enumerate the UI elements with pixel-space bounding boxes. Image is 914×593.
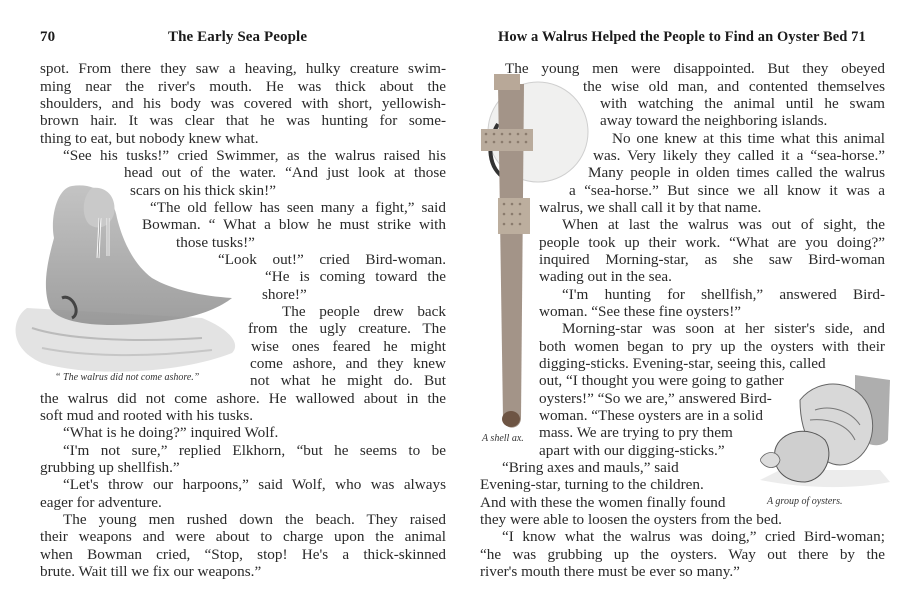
text-line: soft mud and rooted with his tusks. [40, 407, 254, 424]
text-line: river's mouth there must be ever so many.” [480, 563, 740, 580]
text-line: ming near the river's mouth. He was thick about the [40, 78, 446, 95]
text-line: oysters!” “So we are,” answered Bird- [539, 390, 772, 407]
text-line: And with these the women finally found [480, 494, 726, 511]
text-line: wading out in the sea. [539, 268, 672, 285]
text-line: was. Very likely they called it a “sea-horse.” [593, 147, 885, 164]
text-line: from the ugly creature. The [248, 320, 446, 337]
text-line: shoulders, and his body was covered with short, yellowish- [40, 95, 446, 112]
text-line: both women began to pry up the oysters with their [539, 338, 885, 355]
text-line: grubbing up shellfish.” [40, 459, 180, 476]
text-line: out, “I thought you were going to gather [539, 372, 784, 389]
text-line: eager for adventure. [40, 494, 162, 511]
text-line: “Bring axes and mauls,” said [502, 459, 679, 476]
text-line: shore!” [262, 286, 307, 303]
text-line: “He is coming toward the [265, 268, 446, 285]
running-head-right: How a Walrus Helped the People to Find an Oyster Bed 71 [498, 29, 866, 45]
text-line: walrus, we shall call it by that name. [539, 199, 762, 216]
text-line: mass. We are trying to pry them [539, 424, 733, 441]
text-line: wise ones feared he might [251, 338, 446, 355]
text-line: the walrus did not come ashore. He wallowed about in the [40, 390, 446, 407]
text-line: come ashore, and they knew [250, 355, 446, 372]
text-line: Bowman. “ What a blow he must strike with [142, 216, 446, 233]
running-head-left: The Early Sea People [168, 29, 308, 45]
text-line: “The old fellow has seen many a fight,” said [150, 199, 446, 216]
text-line: woman. “These oysters are in a solid [539, 407, 763, 424]
walrus-caption: “ The walrus did not come ashore.” [55, 372, 200, 383]
text-line: “See his tusks!” cried Swimmer, as the walrus raised his [63, 147, 446, 164]
right-page [460, 0, 914, 593]
text-line: brown hair. It was clear that he was hunting for some- [40, 112, 446, 129]
text-line: “I know what the walrus was doing,” cried Bird-woman; [502, 528, 885, 545]
text-line: a “sea-horse.” But since we all know it was a [569, 182, 885, 199]
text-line: inquired Morning-star, as she saw Bird-woman [539, 251, 885, 268]
text-line: When at last the walrus was out of sight, the [562, 216, 885, 233]
text-line: their weapons and were about to charge upon the animal [40, 528, 446, 545]
shell-ax-caption: A shell ax. [482, 433, 524, 444]
text-line: scars on his thick skin!” [130, 182, 276, 199]
text-line: “What is he doing?” inquired Wolf. [63, 424, 279, 441]
page-number-left: 70 [40, 29, 56, 45]
text-line: when Bowman cried, “Stop, stop! He's a thick-skinned [40, 546, 446, 563]
text-line: Evening-star, turning to the children. [480, 476, 704, 493]
text-line: away toward the neighboring islands. [600, 112, 828, 129]
text-line: apart with our digging-sticks.” [539, 442, 725, 459]
text-line: “I'm not sure,” replied Elkhorn, “but he seems to be [63, 442, 446, 459]
text-line: they were able to loosen the oysters from the bed. [480, 511, 782, 528]
text-line: The young men were disappointed. But they obeyed [505, 60, 885, 77]
text-line: spot. From there they saw a heaving, hulky creature swim- [40, 60, 446, 77]
oysters-caption: A group of oysters. [767, 496, 843, 507]
text-line: “he was grubbing up the oysters. Way out there by the [480, 546, 885, 563]
text-line: “I'm hunting for shellfish,” answered Bird- [562, 286, 885, 303]
text-line: people took up their work. “What are you doing?” [539, 234, 885, 251]
text-line: The people drew back [282, 303, 446, 320]
text-line: “Look out!” cried Bird-woman. [218, 251, 446, 268]
text-line: “Let's throw our harpoons,” said Wolf, who was always [63, 476, 446, 493]
text-line: Many people in olden times called the walrus [588, 164, 885, 181]
text-line: those tusks!” [176, 234, 255, 251]
text-line: No one knew at this time what this animal [612, 130, 885, 147]
text-line: digging-sticks. Evening-star, seeing this, called [539, 355, 826, 372]
text-line: with watching the animal until he swam [600, 95, 885, 112]
text-line: The young men rushed down the beach. They raised [63, 511, 446, 528]
text-line: brute. Wait till we fix our weapons.” [40, 563, 262, 580]
text-line: Morning-star was soon at her sister's side, and [562, 320, 885, 337]
text-line: thing to eat, but nobody knew what. [40, 130, 259, 147]
text-line: head out of the water. “And just look at those [124, 164, 446, 181]
text-line: the wise old man, and contented themselves [583, 78, 885, 95]
text-line: woman. “See these fine oysters!” [539, 303, 742, 320]
text-line: not what he might do. But [250, 372, 446, 389]
